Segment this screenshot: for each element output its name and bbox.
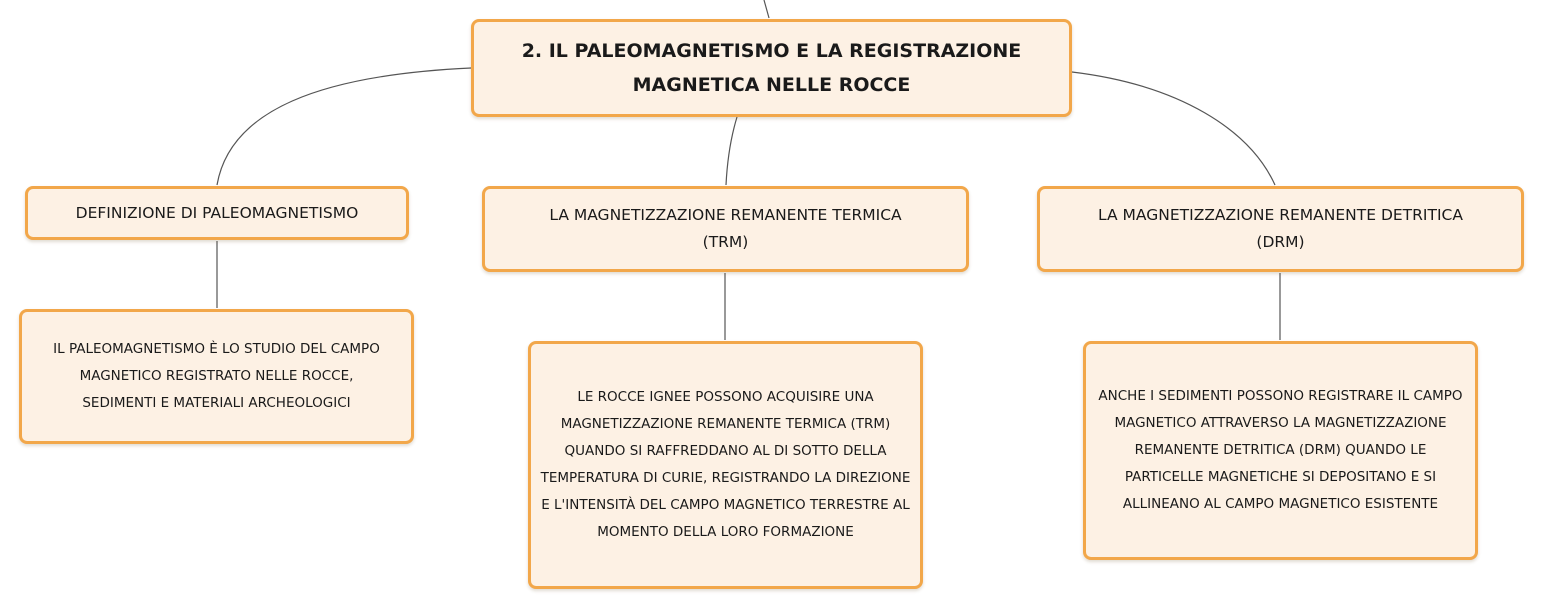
topic-node-drm[interactable]: [1037, 186, 1524, 272]
topic-label-trm: LA MAGNETIZZAZIONE REMANENTE TERMICA (TRM): [549, 206, 902, 251]
topic-label-drm: LA MAGNETIZZAZIONE REMANENTE DETRITICA (DRM): [1098, 206, 1463, 251]
root-topic-title: 2. IL PALEOMAGNETISMO E LA REGISTRAZIONE MAGNETICA NELLE ROCCE: [521, 40, 1022, 96]
detail-node-drm[interactable]: [1083, 341, 1478, 560]
connector-parent-to-root: [764, 0, 769, 18]
topic-node-definition[interactable]: [25, 186, 409, 240]
topic-label-definition: DEFINIZIONE DI PALEOMAGNETISMO: [75, 203, 359, 222]
detail-node-trm[interactable]: [528, 341, 923, 589]
topic-node-trm[interactable]: [482, 186, 969, 272]
connector-root-to-drm: [1072, 72, 1275, 185]
detail-node-definition[interactable]: [19, 309, 414, 444]
root-topic-node[interactable]: [471, 19, 1072, 117]
connector-root-to-definition: [217, 68, 471, 185]
detail-text-drm: ANCHE I SEDIMENTI POSSONO REGISTRARE IL CAMPO MAGNETICO ATTRAVERSO LA MAGNETIZZAZIONE REMANENTE DETRITICA (DRM) QUANDO LE PARTICELLE MAGNETICHE SI DEPOSITANO E SI ALLINEANO AL CAMPO MAGNETICO ESISTENTE: [1098, 388, 1463, 512]
detail-text-trm: LE ROCCE IGNEE POSSONO ACQUISIRE UNA MAGNETIZZAZIONE REMANENTE TERMICA (TRM) QUANDO SI RAFFREDDANO AL DI SOTTO DELLA TEMPERATURA DI CURIE, REGISTRANDO LA DIREZIONE E L'INTENSITÀ DEL CAMPO MAGNETICO TERRESTRE AL MOMENTO DELLA LORO FORMAZIONE: [540, 389, 911, 540]
detail-text-definition: IL PALEOMAGNETISMO È LO STUDIO DEL CAMPO MAGNETICO REGISTRATO NELLE ROCCE, SEDIMENTI E MATERIALI ARCHEOLOGICI: [53, 341, 380, 411]
connector-root-to-trm: [726, 117, 737, 185]
